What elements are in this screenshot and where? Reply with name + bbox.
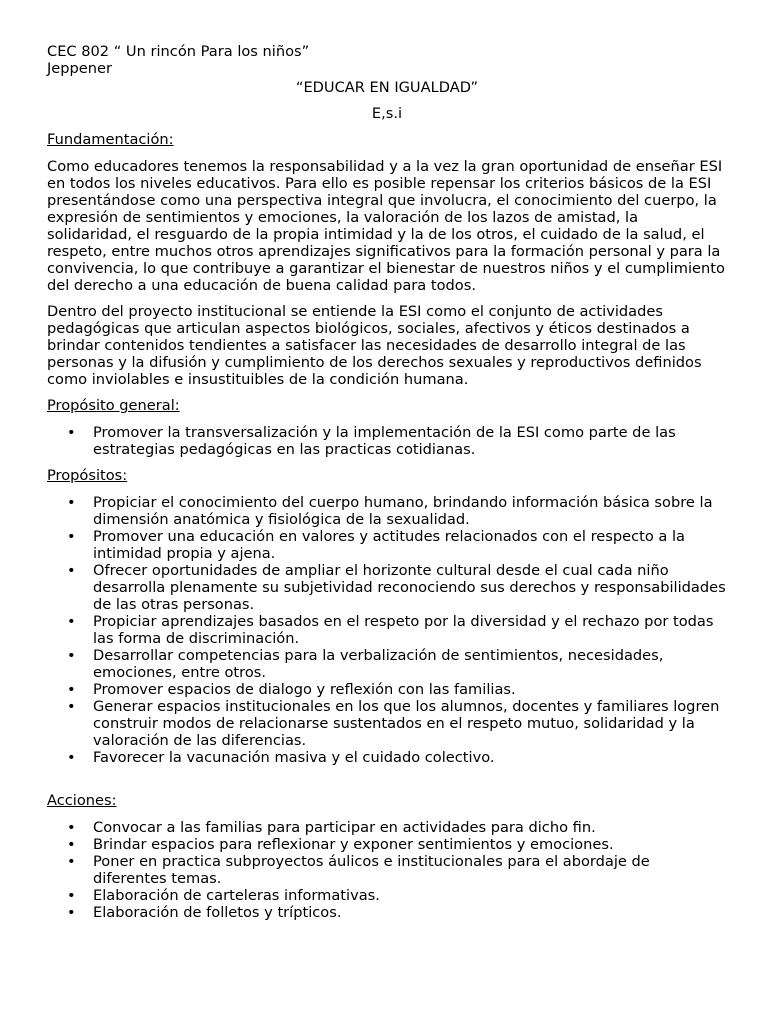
bullet-icon: • [67,681,76,698]
list-item [47,528,727,562]
school-name: CEC 802 “ Un rincón Para los niños” [47,43,310,60]
bullet-icon: • [67,819,76,836]
bullet-icon: • [67,562,76,579]
bullet-icon: • [67,698,76,715]
list-item [47,562,727,613]
list-item-text: Elaboración de folletos y trípticos. [93,904,342,921]
bullet-icon: • [67,853,76,870]
list-item [47,836,727,853]
bullet-icon: • [67,494,76,511]
list-item [47,698,727,749]
bullet-icon: • [67,749,76,766]
list-item-text: Promover la transversalización y la implementación de la ESI como parte de las estrategias pedagógicas en las practicas cotidianas. [93,424,676,458]
propositos-heading: Propósitos: [47,467,128,484]
list-item [47,887,727,904]
document-title: “EDUCAR EN IGUALDAD” [295,79,479,96]
acciones-heading: Acciones: [47,792,117,809]
list-item [47,681,727,698]
bullet-icon: • [67,887,76,904]
fundamentacion-heading: Fundamentación: [47,131,174,148]
bullet-icon: • [67,904,76,921]
proposito-general-heading: Propósito general: [47,397,180,414]
list-item-text: Convocar a las familias para participar en actividades para dicho fin. [93,819,596,836]
list-item-text: Ofrecer oportunidades de ampliar el horizonte cultural desde el cual cada niño desarrolla plenamente su subjetividad reconociendo sus derechos y responsabilidades de las otras personas. [93,562,726,613]
list-item [47,904,727,921]
list-item [47,613,727,647]
document-subtitle: E,s.i [371,105,403,122]
list-item [47,424,727,458]
list-item [47,749,727,766]
fundamentacion-paragraph: Dentro del proyecto institucional se entiende la ESI como el conjunto de actividades pedagógicas que articulan aspectos biológicos, sociales, afectivos y éticos destinados a brindar contenidos tendientes a satisfacer las necesidades de desarrollo integral de las personas y la difusión y cumplimiento de los derechos sexuales y reproductivos definidos como inviolables e insustituibles de la condición humana. [47,303,702,388]
list-item-text: Propiciar aprendizajes basados en el respeto por la diversidad y el rechazo por todas las forma de discriminación. [93,613,714,647]
list-item [47,647,727,681]
list-item-text: Generar espacios institucionales en los que los alumnos, docentes y familiares logren construir modos de relacionarse sustentados en el respeto mutuo, solidaridad y la valoración de las diferencias. [93,698,720,749]
list-item-text: Promover una educación en valores y actitudes relacionados con el respecto a la intimidad propia y ajena. [93,528,685,562]
list-item-text: Brindar espacios para reflexionar y exponer sentimientos y emociones. [93,836,614,853]
proposito-general-list [47,424,727,458]
fundamentacion-paragraph: Como educadores tenemos la responsabilidad y a la vez la gran oportunidad de enseñar ESI en todos los niveles educativos. Para ello es posible repensar los criterios básicos de la ESI presentándose como una perspectiva integral que involucra, el conocimiento del cuerpo, la expresión de sentimientos y emociones, la valoración de los lazos de amistad, la solidaridad, el resguardo de la propia intimidad y la de los otros, el cuidado de la salud, el respeto, entre muchos otros aprendizajes significativos para la formación personal y para la convivencia, lo que contribuye a garantizar el bienestar de nuestros niños y el cumplimiento del derecho a una educación de buena calidad para todos. [47,158,725,294]
document-page [47,43,727,921]
school-location: Jeppener [47,60,113,77]
list-item-text: Desarrollar competencias para la verbalización de sentimientos, necesidades, emociones, entre otros. [93,647,664,681]
list-item [47,853,727,887]
list-item-text: Favorecer la vacunación masiva y el cuidado colectivo. [93,749,495,766]
acciones-list [47,819,727,921]
list-item [47,494,727,528]
list-item-text: Propiciar el conocimiento del cuerpo humano, brindando información básica sobre la dimensión anatómica y fisiológica de la sexualidad. [93,494,713,528]
bullet-icon: • [67,836,76,853]
list-item-text: Poner en practica subproyectos áulicos e institucionales para el abordaje de diferentes temas. [93,853,650,887]
bullet-icon: • [67,528,76,545]
propositos-list [47,494,727,766]
bullet-icon: • [67,613,76,630]
list-item-text: Elaboración de carteleras informativas. [93,887,380,904]
bullet-icon: • [67,647,76,664]
list-item-text: Promover espacios de dialogo y reflexión con las familias. [93,681,516,698]
list-item [47,819,727,836]
bullet-icon: • [67,424,76,441]
